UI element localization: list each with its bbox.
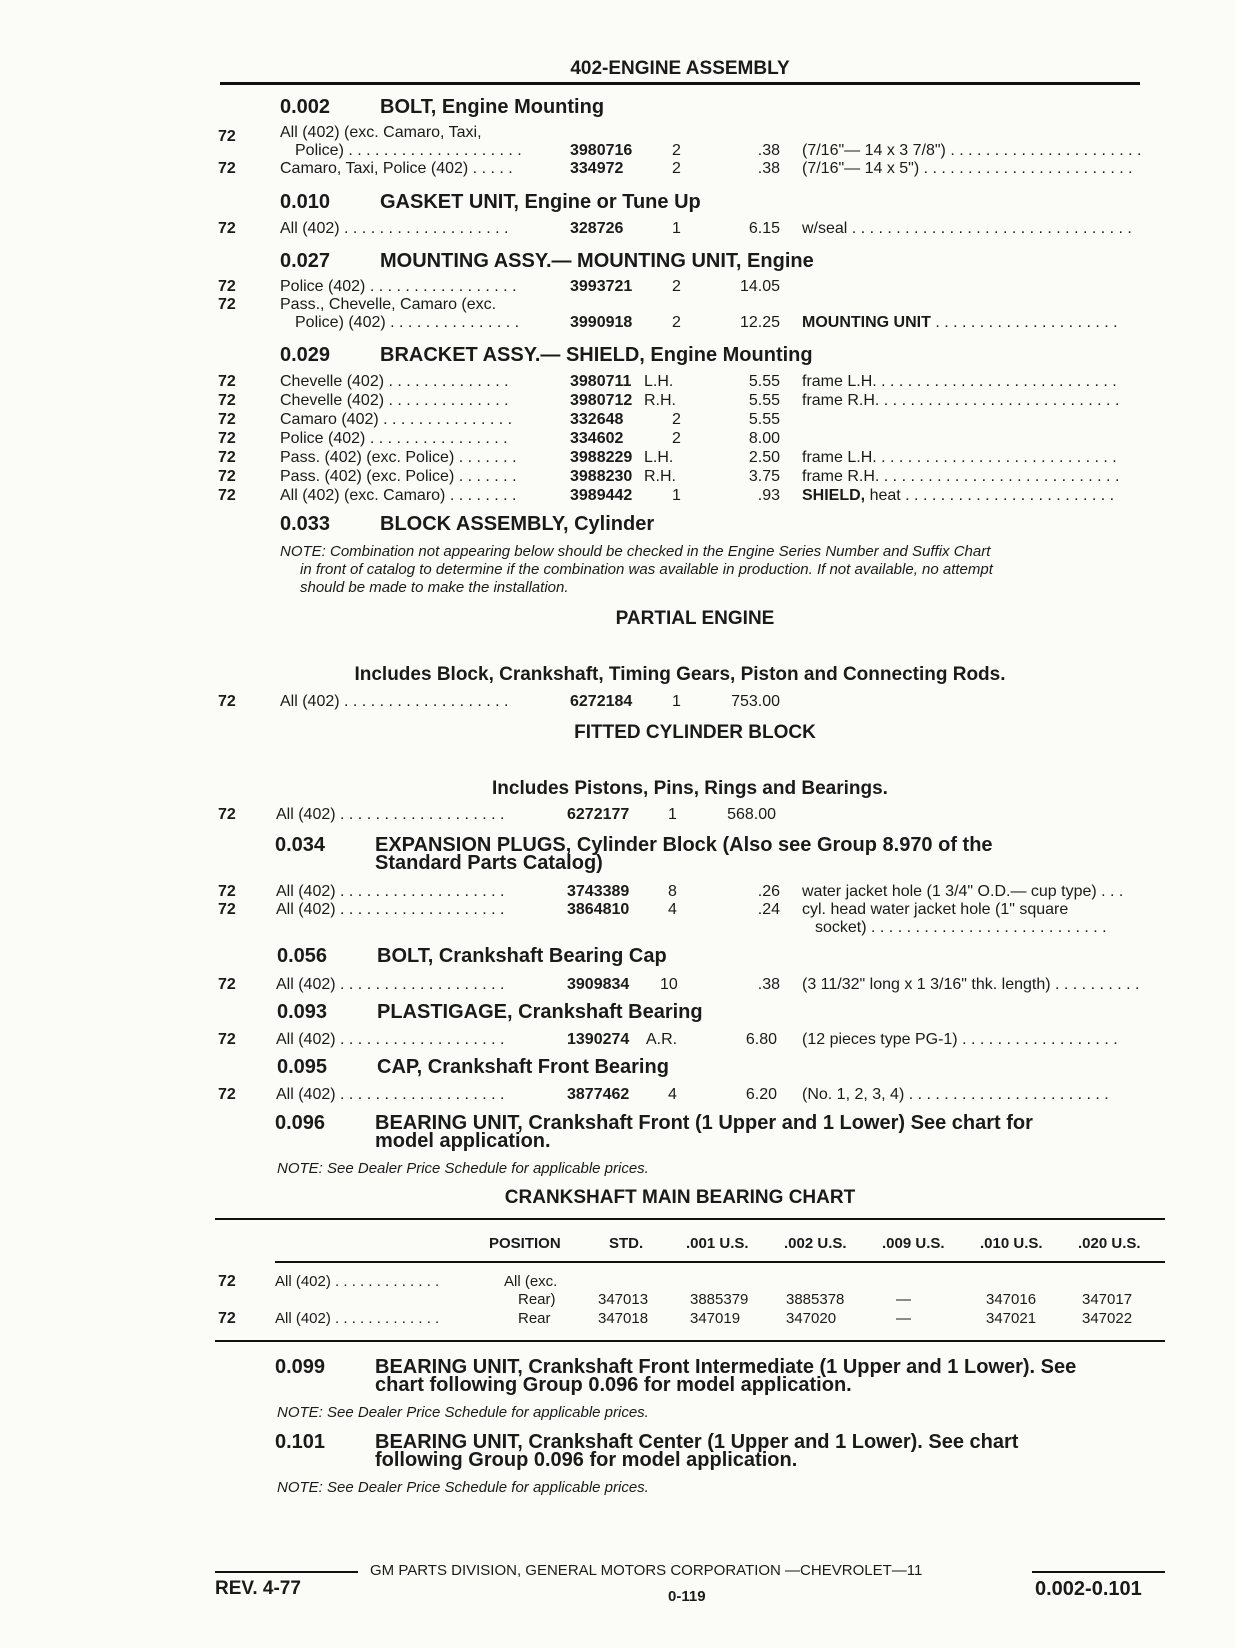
price: .24	[757, 901, 780, 918]
group-number: 0.027	[280, 250, 331, 272]
quantity: A.R.	[646, 1031, 678, 1048]
fitted-block-includes: Includes Pistons, Pins, Rings and Bearings.	[492, 778, 888, 799]
bearing-part-number: 347022	[1082, 1310, 1133, 1327]
price: 568.00	[727, 806, 776, 823]
description: All (402) (exc. Camaro) . . . . . . . .	[280, 487, 517, 504]
description: Chevelle (402) . . . . . . . . . . . . . .	[280, 373, 509, 390]
description-cont: Police) (402) . . . . . . . . . . . . . . .	[295, 314, 520, 331]
group-title: BRACKET ASSY.— SHIELD, Engine Mounting	[380, 344, 813, 366]
quantity: 1	[668, 806, 677, 823]
quantity: 2	[672, 411, 681, 428]
partial-engine-title: PARTIAL ENGINE	[615, 608, 775, 629]
group-title: BOLT, Engine Mounting	[380, 96, 605, 118]
remarks: frame L.H. . . . . . . . . . . . . . . . . . . . . . . . . . . .	[802, 449, 1117, 466]
quantity: 4	[668, 1086, 677, 1103]
remarks: frame L.H. . . . . . . . . . . . . . . . . . . . . . . . . . . .	[802, 373, 1117, 390]
part-number: 3909834	[567, 976, 630, 993]
quantity: 2	[672, 430, 681, 447]
part-number: 3988229	[570, 449, 633, 466]
header-rule	[220, 82, 1140, 85]
position-cont: Rear	[518, 1310, 551, 1327]
description: All (402) . . . . . . . . . . . . . . . . . . .	[276, 806, 505, 823]
year: 72	[218, 160, 236, 177]
note: NOTE: See Dealer Price Schedule for applicable prices.	[277, 1160, 649, 1177]
bearing-part-number: 347018	[598, 1310, 649, 1327]
description: All (402) . . . . . . . . . . . . . . . . . . .	[276, 883, 505, 900]
price: 5.55	[748, 373, 780, 390]
remarks: cyl. head water jacket hole (1" square	[802, 901, 1069, 918]
description: Camaro, Taxi, Police (402) . . . . .	[280, 160, 513, 177]
remarks: (No. 1, 2, 3, 4) . . . . . . . . . . . . . . . . . . . . . . .	[802, 1086, 1109, 1103]
chart-header: .001 U.S.	[686, 1235, 749, 1252]
quantity: 4	[668, 901, 677, 918]
group-0-029-heading	[280, 344, 813, 367]
bearing-part-number: 347013	[598, 1291, 649, 1308]
group-title: BEARING UNIT, Crankshaft Front (1 Upper and 1 Lower) See chart for	[375, 1112, 1033, 1134]
description: Police (402) . . . . . . . . . . . . . . . . .	[280, 278, 517, 295]
price: .26	[757, 883, 780, 900]
chart-header: POSITION	[489, 1235, 561, 1252]
group-0-010-heading	[280, 191, 701, 214]
description: All (402) . . . . . . . . . . . . . . . . . . .	[280, 693, 509, 710]
part-number: 3989442	[570, 487, 633, 504]
remarks: (7/16"— 14 x 3 7/8") . . . . . . . . . . . . . . . . . . . . . .	[802, 142, 1142, 159]
group-0-002-heading	[280, 96, 604, 119]
part-number: 6272177	[567, 806, 630, 823]
bearing-part-number: —	[896, 1310, 911, 1327]
chart-header: .010 U.S.	[980, 1235, 1043, 1252]
part-number: 6272184	[570, 693, 633, 710]
year: 72	[218, 449, 236, 466]
remarks: water jacket hole (1 3/4" O.D.— cup type) . . .	[802, 883, 1124, 900]
quantity: 10	[660, 976, 678, 993]
group-number: 0.033	[280, 513, 331, 535]
bearing-chart-title: CRANKSHAFT MAIN BEARING CHART	[504, 1187, 856, 1208]
group-0-093-heading	[277, 1001, 703, 1024]
remarks	[802, 487, 1142, 505]
quantity: 2	[672, 160, 681, 177]
bearing-part-number: 347016	[986, 1291, 1037, 1308]
year: 72	[218, 220, 236, 237]
description: All (402) . . . . . . . . . . . . .	[275, 1273, 440, 1290]
group-title-cont: following Group 0.096 for model application.	[375, 1449, 798, 1471]
description: All (402) . . . . . . . . . . . . . . . . . . .	[276, 1086, 505, 1103]
price: 6.80	[745, 1031, 777, 1048]
group-title: GASKET UNIT, Engine or Tune Up	[380, 191, 701, 213]
year: 72	[218, 806, 236, 823]
page-title: 402-ENGINE ASSEMBLY	[570, 58, 790, 79]
group-0-095-heading	[277, 1056, 669, 1079]
price: 8.00	[748, 430, 780, 447]
quantity: L.H.	[644, 449, 674, 466]
chart-header: .002 U.S.	[784, 1235, 847, 1252]
part-number: 3993721	[570, 278, 633, 295]
part-number: 3990918	[570, 314, 633, 331]
part-number: 3877462	[567, 1086, 630, 1103]
note-line: should be made to make the installation.	[300, 579, 569, 596]
year: 72	[218, 128, 236, 145]
quantity: 2	[672, 314, 681, 331]
description: Pass., Chevelle, Camaro (exc.	[280, 296, 497, 313]
description-cont: Police) . . . . . . . . . . . . . . . . . . . .	[295, 142, 522, 159]
fitted-block-title: FITTED CYLINDER BLOCK	[574, 722, 816, 743]
description: All (402) . . . . . . . . . . . . . . . . . . .	[280, 220, 509, 237]
group-title: BLOCK ASSEMBLY, Cylinder	[380, 513, 655, 535]
price: 6.20	[745, 1086, 777, 1103]
position-cont: Rear)	[518, 1291, 556, 1308]
group-title-cont: model application.	[375, 1130, 551, 1152]
bearing-part-number: 3885378	[786, 1291, 845, 1308]
footer-group-range: 0.002-0.101	[1035, 1578, 1142, 1600]
remarks-dots: . . . . . . . . . . . . . . . . . . . . .	[930, 314, 1118, 331]
year: 72	[218, 1031, 236, 1048]
year: 72	[218, 1273, 236, 1290]
description: Pass. (402) (exc. Police) . . . . . . .	[280, 468, 517, 485]
year: 72	[218, 487, 236, 504]
year: 72	[218, 296, 236, 313]
remarks: (7/16"— 14 x 5") . . . . . . . . . . . . . . . . . . . . . . . .	[802, 160, 1133, 177]
quantity: R.H.	[644, 468, 676, 485]
group-number: 0.099	[275, 1356, 326, 1378]
remarks	[802, 314, 1142, 332]
bearing-part-number: —	[896, 1291, 911, 1308]
note: NOTE: See Dealer Price Schedule for applicable prices.	[277, 1404, 649, 1421]
group-number: 0.010	[280, 191, 331, 213]
year: 72	[218, 278, 236, 295]
price: .38	[757, 160, 780, 177]
bearing-part-number: 347020	[786, 1310, 837, 1327]
footer-rule-right	[1032, 1571, 1165, 1573]
remarks: (12 pieces type PG-1) . . . . . . . . . . . . . . . . . .	[802, 1031, 1118, 1048]
part-number: 3980712	[570, 392, 633, 409]
bearing-part-number: 347017	[1082, 1291, 1133, 1308]
description: All (402) . . . . . . . . . . . . . . . . . . .	[276, 976, 505, 993]
group-title: CAP, Crankshaft Front Bearing	[377, 1056, 669, 1078]
remarks-cont: socket) . . . . . . . . . . . . . . . . . . . . . . . . . . .	[815, 919, 1107, 936]
year: 72	[218, 468, 236, 485]
footer-corporation: GM PARTS DIVISION, GENERAL MOTORS CORPORATION —CHEVROLET—11	[370, 1562, 923, 1579]
price: 14.05	[739, 278, 780, 295]
part-number: 334972	[570, 160, 624, 177]
chart-header: .020 U.S.	[1078, 1235, 1141, 1252]
year: 72	[218, 1310, 236, 1327]
part-number: 3743389	[567, 883, 630, 900]
remarks: frame R.H. . . . . . . . . . . . . . . . . . . . . . . . . . . .	[802, 468, 1120, 485]
remarks: (3 11/32" long x 1 3/16" thk. length) . . . . . . . . . .	[802, 976, 1140, 993]
group-number: 0.002	[280, 96, 331, 118]
price: 2.50	[748, 449, 780, 466]
price: .93	[757, 487, 780, 504]
part-number: 3864810	[567, 901, 630, 918]
chart-header: .009 U.S.	[882, 1235, 945, 1252]
year: 72	[218, 901, 236, 918]
quantity: 2	[672, 278, 681, 295]
group-title: BEARING UNIT, Crankshaft Front Intermediate (1 Upper and 1 Lower). See	[375, 1356, 1077, 1378]
quantity: 2	[672, 142, 681, 159]
bearing-part-number: 347019	[690, 1310, 741, 1327]
part-number: 3980716	[570, 142, 633, 159]
note-line: in front of catalog to determine if the combination was available in production. If not available, no attempt	[300, 561, 993, 578]
quantity: 8	[668, 883, 677, 900]
remarks-bold: MOUNTING UNIT	[802, 314, 931, 331]
quantity: R.H.	[644, 392, 676, 409]
group-title: BOLT, Crankshaft Bearing Cap	[377, 945, 667, 967]
group-title-cont: chart following Group 0.096 for model application.	[375, 1374, 852, 1396]
remarks: frame R.H. . . . . . . . . . . . . . . . . . . . . . . . . . . .	[802, 392, 1120, 409]
quantity: 1	[672, 693, 681, 710]
year: 72	[218, 392, 236, 409]
year: 72	[218, 411, 236, 428]
description: All (402) . . . . . . . . . . . . .	[275, 1310, 440, 1327]
description: All (402) (exc. Camaro, Taxi,	[280, 124, 482, 141]
price: 3.75	[748, 468, 780, 485]
year: 72	[218, 373, 236, 390]
group-0-056-heading	[277, 945, 667, 968]
description: Chevelle (402) . . . . . . . . . . . . . .	[280, 392, 509, 409]
year: 72	[218, 430, 236, 447]
part-number: 3980711	[570, 373, 632, 390]
chart-top-rule	[215, 1218, 1165, 1220]
group-number: 0.056	[277, 945, 328, 967]
chart-header-rule	[275, 1261, 1165, 1263]
price: .38	[757, 976, 780, 993]
remarks-bold: SHIELD,	[802, 487, 866, 504]
part-number: 332648	[570, 411, 624, 428]
price: 6.15	[748, 220, 780, 237]
bearing-part-number: 3885379	[690, 1291, 749, 1308]
group-0-033-heading	[280, 513, 654, 536]
remarks: w/seal . . . . . . . . . . . . . . . . . . . . . . . . . . . . . . . .	[802, 220, 1132, 237]
part-number: 1390274	[567, 1031, 630, 1048]
quantity: L.H.	[644, 373, 674, 390]
chart-bottom-rule	[215, 1340, 1165, 1342]
group-number: 0.101	[275, 1431, 326, 1453]
quantity: 1	[672, 487, 681, 504]
year: 72	[218, 976, 236, 993]
note: NOTE: See Dealer Price Schedule for applicable prices.	[277, 1479, 649, 1496]
description: Police (402) . . . . . . . . . . . . . . . .	[280, 430, 508, 447]
price: 753.00	[731, 693, 780, 710]
part-number: 3988230	[570, 468, 633, 485]
year: 72	[218, 693, 236, 710]
group-title: PLASTIGAGE, Crankshaft Bearing	[377, 1001, 703, 1023]
description: Pass. (402) (exc. Police) . . . . . . .	[280, 449, 517, 466]
group-title: EXPANSION PLUGS, Cylinder Block (Also see Group 8.970 of the	[375, 834, 993, 856]
group-title: BEARING UNIT, Crankshaft Center (1 Upper and 1 Lower). See chart	[375, 1431, 1019, 1453]
footer-rule-left	[215, 1571, 358, 1573]
group-0-027-heading	[280, 250, 814, 273]
group-number: 0.029	[280, 344, 331, 366]
description: All (402) . . . . . . . . . . . . . . . . . . .	[276, 1031, 505, 1048]
group-number: 0.034	[275, 834, 326, 856]
chart-header: STD.	[609, 1235, 644, 1252]
year: 72	[218, 1086, 236, 1103]
group-title-cont: Standard Parts Catalog)	[375, 852, 603, 874]
description: Camaro (402) . . . . . . . . . . . . . . .	[280, 411, 513, 428]
footer-revision: REV. 4-77	[215, 1578, 301, 1599]
description: All (402) . . . . . . . . . . . . . . . . . . .	[276, 901, 505, 918]
position: All (exc.	[504, 1273, 558, 1290]
group-number: 0.096	[275, 1112, 326, 1134]
bearing-part-number: 347021	[986, 1310, 1037, 1327]
group-title: MOUNTING ASSY.— MOUNTING UNIT, Engine	[380, 250, 814, 272]
group-number: 0.095	[277, 1056, 328, 1078]
year: 72	[218, 883, 236, 900]
price: .38	[757, 142, 780, 159]
note-line: NOTE: Combination not appearing below should be checked in the Engine Series Number and Suffix Chart	[280, 543, 991, 560]
price: 5.55	[748, 411, 780, 428]
part-number: 334602	[570, 430, 624, 447]
price: 5.55	[748, 392, 780, 409]
remarks-dots: heat . . . . . . . . . . . . . . . . . . . . . . . .	[865, 487, 1115, 504]
footer-page-number: 0-119	[668, 1588, 706, 1605]
quantity: 1	[672, 220, 681, 237]
partial-engine-includes: Includes Block, Crankshaft, Timing Gears, Piston and Connecting Rods.	[354, 664, 1006, 685]
group-number: 0.093	[277, 1001, 328, 1023]
part-number: 328726	[570, 220, 624, 237]
price: 12.25	[739, 314, 780, 331]
